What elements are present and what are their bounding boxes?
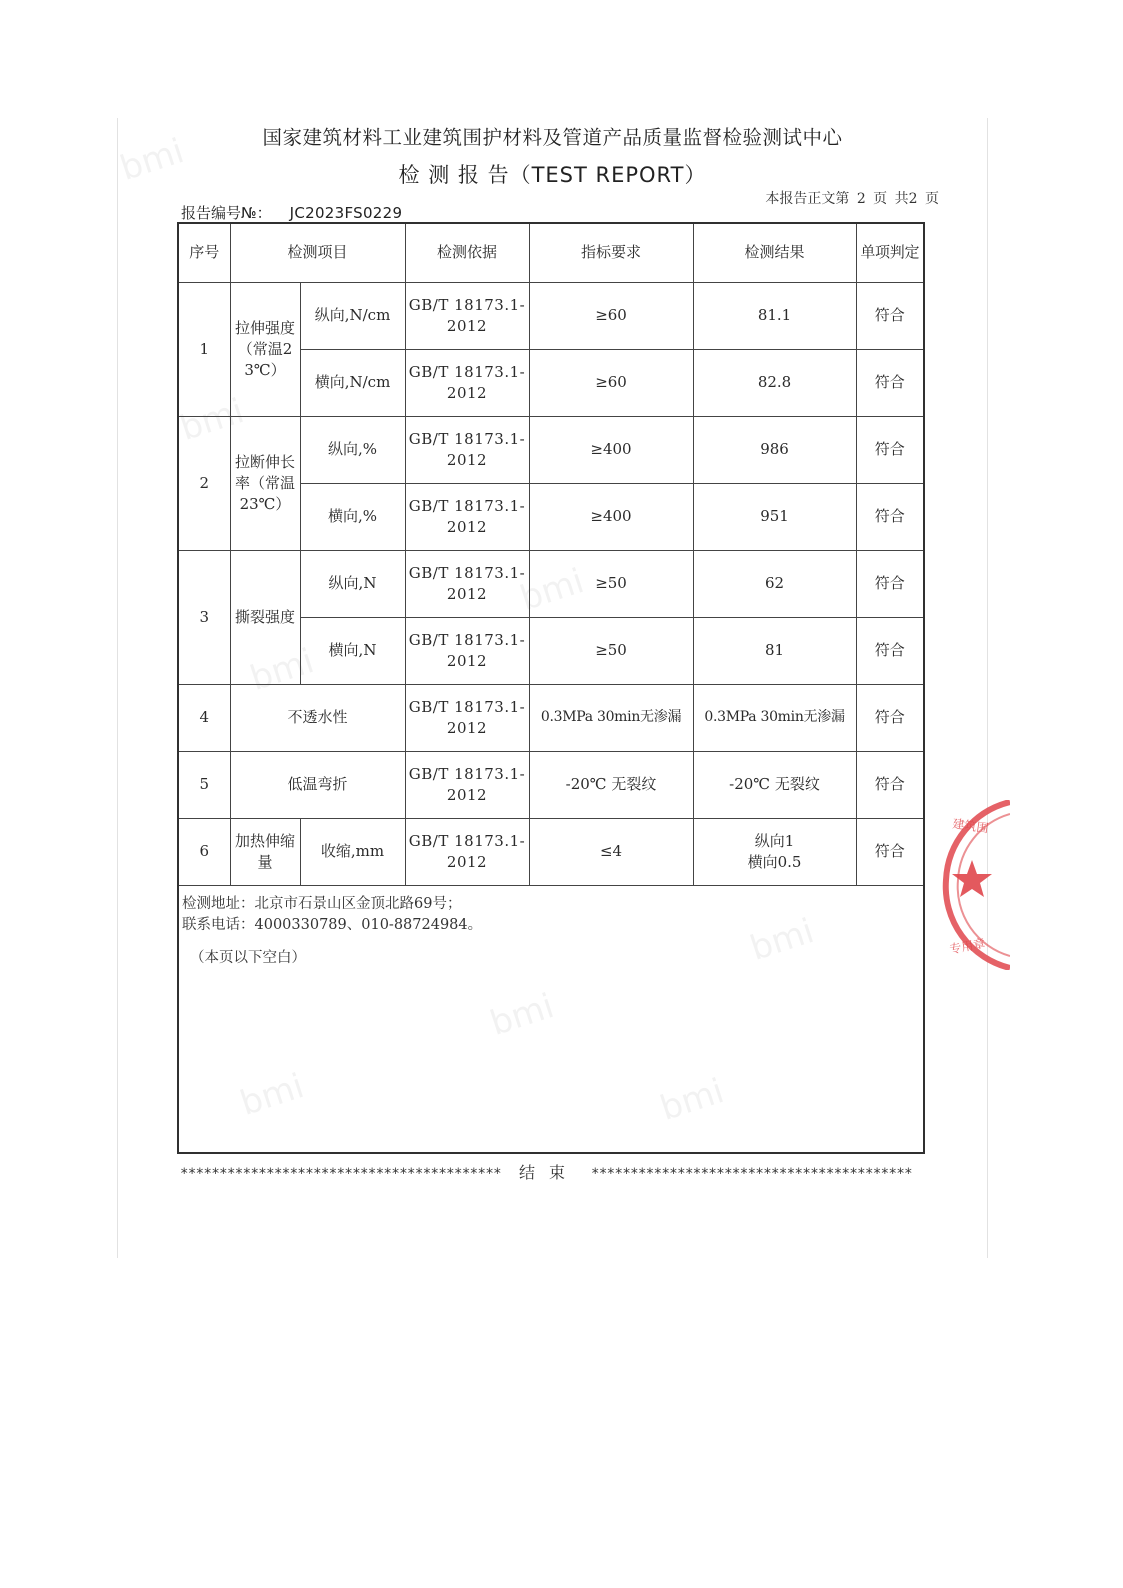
result-line: 纵向1 — [754, 831, 795, 850]
end-word: 结束 — [518, 1163, 579, 1182]
test-address: 检测地址：北京市石景山区金顶北路69号； — [182, 896, 462, 912]
table-row — [179, 550, 923, 617]
report-number-value: JC2023FS0229 — [289, 204, 403, 222]
test-basis: GB/T 18173.1-2012 — [405, 483, 529, 550]
sub-item: 纵向,N — [300, 550, 405, 617]
table-row — [179, 684, 923, 751]
official-seal-stamp — [940, 800, 1010, 970]
sub-item: 纵向,% — [300, 416, 405, 483]
test-result: 986 — [693, 416, 856, 483]
end-of-report-line — [180, 1160, 925, 1183]
table-row — [179, 818, 923, 885]
test-result: -20℃ 无裂纹 — [693, 751, 856, 818]
watermark-mark: bmi — [745, 911, 819, 969]
watermark-mark: bmi — [175, 391, 249, 449]
report-number-label: 报告编号№： — [181, 204, 272, 222]
document-title: 检 测 报 告（TEST REPORT） — [398, 163, 707, 187]
test-basis: GB/T 18173.1-2012 — [405, 550, 529, 617]
header-cell: 检测结果 — [693, 224, 856, 282]
sub-item: 收缩,mm — [300, 818, 405, 885]
header-cell: 序号 — [179, 224, 230, 282]
table-row — [179, 416, 923, 483]
watermark-mark: bmi — [485, 986, 559, 1044]
test-basis: GB/T 18173.1-2012 — [405, 751, 529, 818]
table-header-row — [179, 224, 923, 282]
verdict: 符合 — [856, 684, 923, 751]
test-result: 82.8 — [693, 349, 856, 416]
sub-item: 横向,% — [300, 483, 405, 550]
verdict: 符合 — [856, 483, 923, 550]
test-item: 拉断伸长率（常温23℃） — [230, 416, 300, 550]
sub-item: 纵向,N/cm — [300, 282, 405, 349]
test-result: 81 — [693, 617, 856, 684]
report-frame — [177, 222, 925, 1154]
requirement: -20℃ 无裂纹 — [529, 751, 693, 818]
watermark-mark: bmi — [515, 561, 589, 619]
watermark-mark: bmi — [115, 131, 189, 189]
requirement: ≥400 — [529, 483, 693, 550]
test-result — [693, 818, 856, 885]
test-basis: GB/T 18173.1-2012 — [405, 617, 529, 684]
sub-item: 横向,N/cm — [300, 349, 405, 416]
row-number: 6 — [179, 818, 230, 885]
row-number: 1 — [179, 282, 230, 416]
table-row — [179, 751, 923, 818]
requirement: ≤4 — [529, 818, 693, 885]
header-cell: 检测项目 — [230, 224, 405, 282]
row-number: 4 — [179, 684, 230, 751]
test-result: 951 — [693, 483, 856, 550]
requirement: ≥400 — [529, 416, 693, 483]
contact-phone: 联系电话：4000330789、010-88724984。 — [182, 917, 483, 933]
watermark-mark: bmi — [245, 641, 319, 699]
test-basis: GB/T 18173.1-2012 — [405, 349, 529, 416]
header-cell: 指标要求 — [529, 224, 693, 282]
verdict: 符合 — [856, 818, 923, 885]
test-basis: GB/T 18173.1-2012 — [405, 416, 529, 483]
svg-text:建筑围: 建筑围 — [951, 816, 990, 836]
test-result: 0.3MPa 30min无渗漏 — [693, 684, 856, 751]
issuing-organization: 国家建筑材料工业建筑围护材料及管道产品质量监督检验测试中心 — [262, 126, 843, 149]
verdict: 符合 — [856, 282, 923, 349]
verdict: 符合 — [856, 349, 923, 416]
test-result: 62 — [693, 550, 856, 617]
test-result: 81.1 — [693, 282, 856, 349]
requirement: ≥50 — [529, 617, 693, 684]
watermark-mark: bmi — [235, 1066, 309, 1124]
stars-right: ***************************************** — [591, 1166, 912, 1182]
row-number: 2 — [179, 416, 230, 550]
test-basis: GB/T 18173.1-2012 — [405, 684, 529, 751]
requirement: ≥60 — [529, 349, 693, 416]
test-basis: GB/T 18173.1-2012 — [405, 818, 529, 885]
page-right-edge — [987, 118, 988, 1258]
test-basis: GB/T 18173.1-2012 — [405, 282, 529, 349]
blank-remark: （本页以下空白） — [190, 950, 306, 966]
results-table — [179, 224, 923, 886]
header-cell: 单项判定 — [856, 224, 923, 282]
report-number — [181, 202, 402, 223]
header-cell: 检测依据 — [405, 224, 529, 282]
watermark-mark: bmi — [655, 1071, 729, 1129]
requirement: 0.3MPa 30min无渗漏 — [529, 684, 693, 751]
verdict: 符合 — [856, 416, 923, 483]
requirement: ≥60 — [529, 282, 693, 349]
requirement: ≥50 — [529, 550, 693, 617]
sub-item: 横向,N — [300, 617, 405, 684]
verdict: 符合 — [856, 751, 923, 818]
test-item: 拉伸强度（常温23℃） — [230, 282, 300, 416]
test-item: 不透水性 — [230, 684, 405, 751]
test-item: 加热伸缩量 — [230, 818, 300, 885]
svg-text:专用章: 专用章 — [948, 936, 987, 957]
test-item: 撕裂强度 — [230, 550, 300, 684]
notes-block — [182, 894, 482, 969]
row-number: 5 — [179, 751, 230, 818]
table-row — [179, 282, 923, 349]
page-info: 本报告正文第 2 页 共2 页 — [765, 191, 939, 207]
verdict: 符合 — [856, 617, 923, 684]
stars-left: ***************************************** — [180, 1166, 501, 1182]
verdict: 符合 — [856, 550, 923, 617]
test-item: 低温弯折 — [230, 751, 405, 818]
page-left-edge — [117, 118, 118, 1258]
result-line: 横向0.5 — [747, 852, 802, 871]
row-number: 3 — [179, 550, 230, 684]
